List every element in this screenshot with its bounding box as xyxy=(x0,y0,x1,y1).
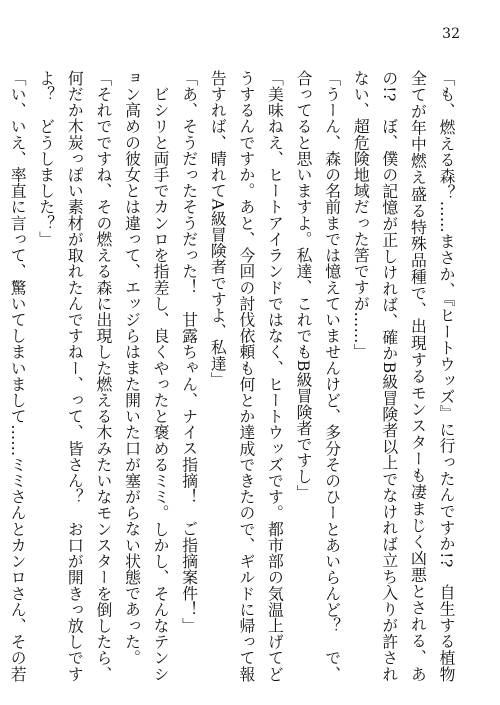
paragraph: ビシリと両手でカンロを指差し、良くやったと褒めるミミ。しかし、そんなテンション高めの彼女とは違って、エッジらはまた開いた口が塞がらない状態であった。 xyxy=(122,70,171,682)
vertical-text-body xyxy=(8,70,460,682)
paragraph: 「うーん、森の名前までは憶えていませんけど、多分そのひーとあいらんど？ で、合ってると思いますよ。私達、これでもB級冒険者ですし」 xyxy=(294,70,342,682)
paragraph: 「あ、そうだったそうだった！ 甘露ちゃん、ナイス指摘！ ご指摘案件！」 xyxy=(179,70,199,634)
paragraph: 「美味ねえ、ヒートアイランドではなく、ヒートウッズです。都市部の気温上げてどうするんですか。あと、今回の討伐依頼も何とか達成できたので、ギルドに帰って報告すれば、晴れてA級冒険者ですよ、私達」 xyxy=(208,70,285,682)
page-number: 32 xyxy=(442,26,460,42)
paragraph: 「い、いえ、率直に言って、驚いてしまいまして……ミミさんとカンロさん、その若 xyxy=(8,70,28,682)
paragraph: 「も、燃える森？……まさか、『ヒートウッズ』に行ったんですか!? 自生する植物全てが年中燃え盛る特殊品種で、出現するモンスターも凄まじく凶悪とされる、あの!? ぼ、僕の記憶が正しければ、確かB級冒険者以上でなければ立ち入りが許されない、超危険地域だった筈ですが……」 xyxy=(351,70,456,682)
paragraph: 「それでですね、その燃える森に出現した燃える木みたいなモンスターを倒したら、何だか木炭っぽい素材が取れたんですねー、って、皆さん？ お口が開きっ放しですよ？ どうしました？」 xyxy=(36,70,113,682)
